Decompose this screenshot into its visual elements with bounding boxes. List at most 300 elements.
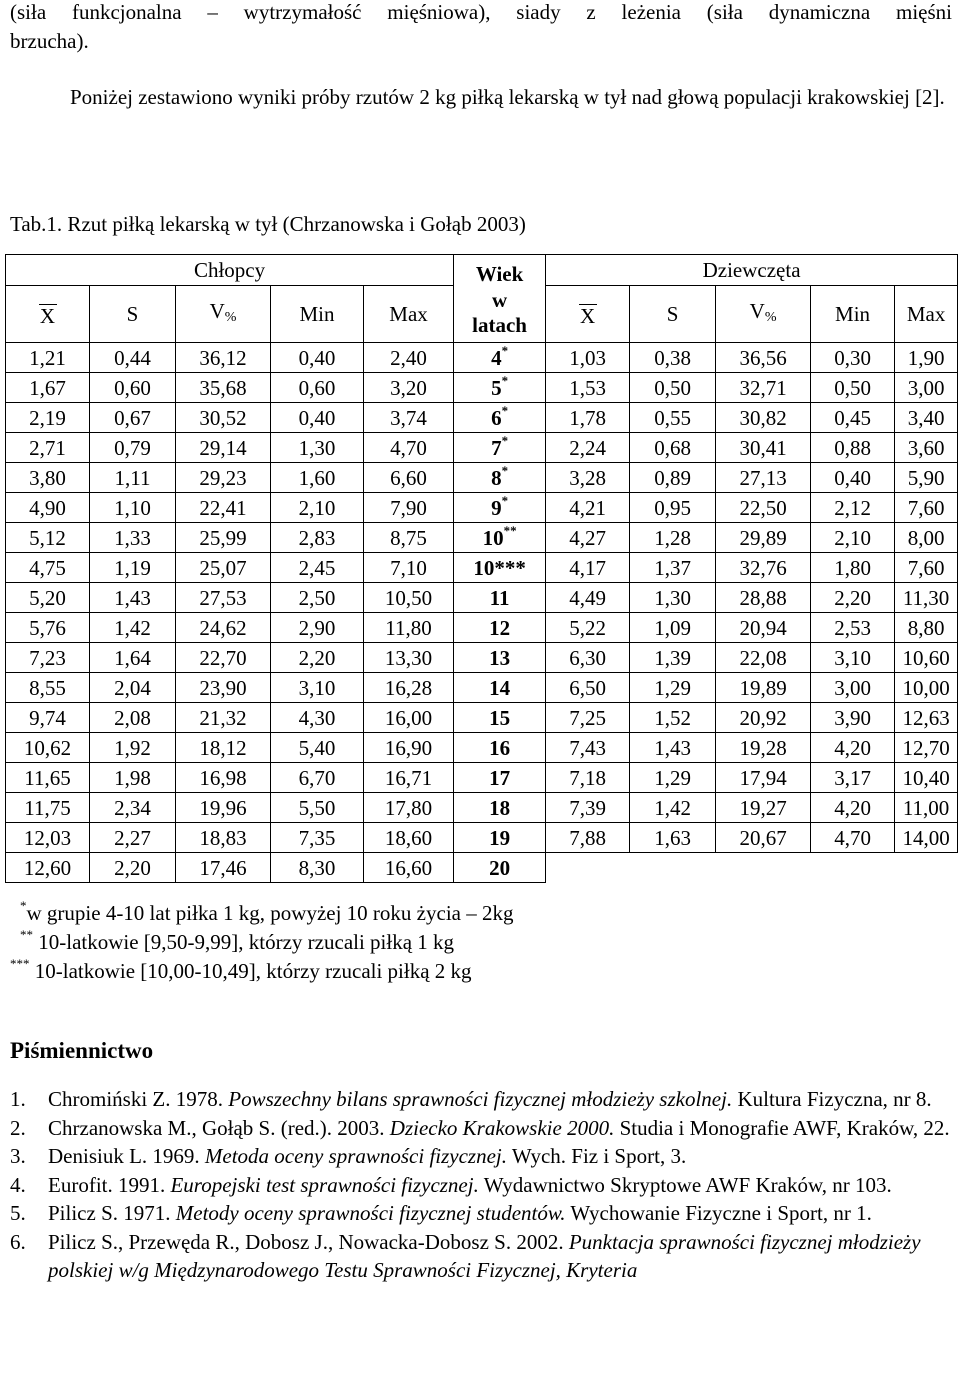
age-footnote-mark: * [501,432,509,448]
boys-max-cell: 7,10 [364,553,454,583]
table-row [6,613,958,643]
boys-sd-cell: 1,19 [90,553,176,583]
girls-sd-cell: 1,52 [630,703,716,733]
boys-sd-cell: 0,67 [90,403,176,433]
intro-line-2: brzucha). [10,29,89,53]
age-cell [454,523,546,553]
girls-sd-cell: 0,95 [630,493,716,523]
age-value: 8 [491,465,502,490]
boys-mean-cell: 7,23 [6,643,90,673]
boys-cv-cell: 19,96 [176,793,271,823]
reference-authors: Denisiuk L. 1969. [48,1144,205,1168]
girls-min-header: Min [811,286,895,343]
girls-mean-cell: 6,30 [546,643,630,673]
boys-mean-cell: 11,75 [6,793,90,823]
references-heading: Piśmiennictwo [10,1038,154,1063]
age-cell [454,763,546,793]
boys-cv-cell: 23,90 [176,673,271,703]
girls-max-cell: 12,63 [895,703,958,733]
intro-paragraph: Poniżej zestawiono wyniki próby rzutów 2 kg piłką lekarską w tył nad głową populacji krakowskiej [2]. [70,85,945,109]
footnote-3 [10,957,472,985]
reference-number: 5. [10,1201,26,1225]
girls-min-cell: 3,17 [811,763,895,793]
results-table [5,254,958,883]
boys-mean-cell: 10,62 [6,733,90,763]
age-cell [454,493,546,523]
table-row [6,673,958,703]
references-list [10,1085,955,1285]
boys-mean-cell: 2,19 [6,403,90,433]
boys-sd-cell: 2,20 [90,853,176,883]
boys-max-cell: 16,60 [364,853,454,883]
girls-max-cell: 10,40 [895,763,958,793]
girls-sd-cell: 0,50 [630,373,716,403]
footnote-1 [20,899,513,927]
girls-mean-cell: 4,17 [546,553,630,583]
girls-sd-cell: 1,63 [630,823,716,853]
boys-max-cell: 8,75 [364,523,454,553]
boys-sd-cell: 1,98 [90,763,176,793]
boys-min-cell: 5,40 [271,733,364,763]
boys-mean-cell: 5,20 [6,583,90,613]
girls-sd-cell: 1,28 [630,523,716,553]
girls-min-cell: 0,30 [811,343,895,373]
boys-mean-cell: 5,12 [6,523,90,553]
age-cell [454,673,546,703]
boys-mean-cell: 2,71 [6,433,90,463]
boys-min-cell: 4,30 [271,703,364,733]
boys-min-cell: 1,60 [271,463,364,493]
age-footnote-mark: * [501,372,509,388]
girls-mean-cell: 1,03 [546,343,630,373]
age-cell [454,583,546,613]
age-cell [454,823,546,853]
boys-mean-cell: 1,21 [6,343,90,373]
girls-mean-cell: 7,43 [546,733,630,763]
boys-max-cell: 6,60 [364,463,454,493]
table-row [6,583,958,613]
age-cell [454,403,546,433]
footnote-text: w grupie 4-10 lat piłka 1 kg, powyżej 10 roku życia – 2kg [26,901,514,925]
reference-authors: Pilicz S., Przewęda R., Dobosz J., Nowacka-Dobosz S. 2002. [48,1229,569,1254]
reference-title: Europejski test sprawności fizycznej. [170,1172,479,1197]
boys-cv-cell: 18,83 [176,823,271,853]
girls-min-cell: 4,20 [811,733,895,763]
age-header-bottom: latach [472,312,527,337]
girls-min-cell: 3,10 [811,643,895,673]
boys-max-cell: 3,74 [364,403,454,433]
boys-sd-cell: 2,08 [90,703,176,733]
age-cell [454,463,546,493]
boys-mean-cell: 3,80 [6,463,90,493]
age-value: 14 [489,675,511,700]
age-value: 5 [491,375,502,400]
boys-cv-cell: 29,23 [176,463,271,493]
age-value: 11 [489,585,510,610]
table-row [6,523,958,553]
age-value: 19 [489,825,511,850]
boys-min-cell: 2,83 [271,523,364,553]
table-row [6,493,958,523]
table-row [6,643,958,673]
age-footnote-mark: * [501,492,509,508]
boys-cv-cell: 25,99 [176,523,271,553]
age-header-mid: w [491,287,508,312]
girls-sd-cell: 1,30 [630,583,716,613]
girls-max-cell: 3,60 [895,433,958,463]
boys-cv-cell: 27,53 [176,583,271,613]
girls-max-cell: 1,90 [895,343,958,373]
boys-min-cell: 2,20 [271,643,364,673]
boys-sd-cell: 1,92 [90,733,176,763]
girls-cv-cell: 36,56 [716,343,811,373]
footnote-text: 10-latkowie [10,00-10,49], którzy rzucali piłką 2 kg [34,959,472,983]
age-cell [454,733,546,763]
reference-number: 1. [10,1087,26,1111]
girls-cv-cell: 30,41 [716,433,811,463]
reference-number: 6. [10,1229,26,1254]
girls-mean-cell: 4,27 [546,523,630,553]
girls-min-cell [811,853,895,883]
table-row [6,733,958,763]
age-value: 4 [491,345,502,370]
boys-max-header: Max [364,286,454,343]
boys-min-cell: 3,10 [271,673,364,703]
boys-min-header: Min [271,286,364,343]
boys-mean-cell: 8,55 [6,673,90,703]
girls-mean-cell: 7,18 [546,763,630,793]
age-value: 9 [491,495,502,520]
girls-sd-cell: 1,39 [630,643,716,673]
footnote-2 [20,928,454,956]
boys-max-cell: 4,70 [364,433,454,463]
boys-max-cell: 18,60 [364,823,454,853]
girls-max-cell: 10,60 [895,643,958,673]
girls-max-cell: 14,00 [895,823,958,853]
girls-mean-cell: 4,21 [546,493,630,523]
boys-cv-cell: 16,98 [176,763,271,793]
age-value: 7 [491,435,502,460]
intro-line-1: (siła funkcjonalna – wytrzymałość mięśniowa), siady z leżenia (siła dynamiczna mięśni [10,0,952,24]
girls-cv-cell: 19,27 [716,793,811,823]
girls-sd-cell: 0,55 [630,403,716,433]
boys-sd-header: S [90,286,176,343]
boys-max-cell: 2,40 [364,343,454,373]
age-value: 20 [489,855,511,880]
boys-max-cell: 7,90 [364,493,454,523]
cv-sub: % [224,309,237,325]
age-footnote-mark: * [501,342,509,358]
table-row [6,343,958,373]
age-footnote-mark: * [501,402,509,418]
boys-sd-cell: 2,34 [90,793,176,823]
boys-max-cell: 11,80 [364,613,454,643]
table-row [6,433,958,463]
age-footnote-mark: ** [503,522,517,538]
girls-max-header: Max [895,286,958,343]
age-cell [454,613,546,643]
boys-cv-cell: 30,52 [176,403,271,433]
girls-sd-cell: 1,29 [630,763,716,793]
girls-sd-cell [630,853,716,883]
boys-group-header: Chłopcy [6,255,454,286]
girls-max-cell: 7,60 [895,493,958,523]
girls-cv-cell: 19,89 [716,673,811,703]
boys-mean-cell: 12,60 [6,853,90,883]
reference-authors: Eurofit. 1991. [48,1172,171,1197]
boys-max-cell: 13,30 [364,643,454,673]
girls-cv-cell: 19,28 [716,733,811,763]
girls-max-cell: 10,00 [895,673,958,703]
boys-sd-cell: 2,04 [90,673,176,703]
girls-mean-cell: 6,50 [546,673,630,703]
girls-sd-cell: 1,09 [630,613,716,643]
girls-mean-cell: 7,25 [546,703,630,733]
girls-cv-cell: 29,89 [716,523,811,553]
boys-mean-header [6,286,90,343]
boys-sd-cell: 1,33 [90,523,176,553]
girls-cv-cell: 20,92 [716,703,811,733]
girls-min-cell: 1,80 [811,553,895,583]
age-value: 16 [489,735,511,760]
table-row [6,463,958,493]
reference-item [10,1114,955,1143]
boys-min-cell: 5,50 [271,793,364,823]
girls-cv-cell: 27,13 [716,463,811,493]
girls-min-cell: 2,20 [811,583,895,613]
girls-mean-cell: 7,88 [546,823,630,853]
girls-max-cell: 12,70 [895,733,958,763]
girls-sd-cell: 0,38 [630,343,716,373]
table-row [6,553,958,583]
girls-sd-cell: 0,89 [630,463,716,493]
reference-title: Punktacja sprawności fizycznej młodzieży polskiej w/g Międzynarodowego Testu Sprawności Fizycznej, Kryteria [48,1229,921,1282]
age-column-header [454,255,546,343]
reference-title: Dziecko Krakowskie 2000. [389,1115,615,1140]
boys-min-cell: 7,35 [271,823,364,853]
age-cell [454,433,546,463]
age-value: 15 [489,705,511,730]
girls-min-cell: 2,12 [811,493,895,523]
table-row [6,703,958,733]
reference-number: 3. [10,1144,26,1168]
girls-cv-cell: 20,67 [716,823,811,853]
girls-max-cell: 3,00 [895,373,958,403]
girls-max-cell: 7,60 [895,553,958,583]
reference-source: Wych. Fiz i Sport, 3. [507,1144,687,1168]
girls-min-cell: 4,70 [811,823,895,853]
girls-min-cell: 3,90 [811,703,895,733]
cv-label: V [209,298,225,323]
boys-min-cell: 6,70 [271,763,364,793]
girls-max-cell: 8,80 [895,613,958,643]
age-value: 10 [482,525,504,550]
girls-group-header: Dziewczęta [546,255,958,286]
girls-max-cell: 8,00 [895,523,958,553]
boys-sd-cell: 0,60 [90,373,176,403]
age-value: 10*** [473,555,526,580]
boys-mean-cell: 12,03 [6,823,90,853]
boys-sd-cell: 0,79 [90,433,176,463]
boys-cv-cell: 22,41 [176,493,271,523]
girls-min-cell: 0,88 [811,433,895,463]
boys-mean-cell: 4,75 [6,553,90,583]
girls-cv-cell [716,853,811,883]
reference-item [10,1199,955,1228]
footnote-mark: ** [20,927,33,942]
boys-sd-cell: 1,43 [90,583,176,613]
footnote-mark: * [20,898,27,913]
age-cell [454,343,546,373]
boys-cv-cell: 17,46 [176,853,271,883]
girls-cv-cell: 30,82 [716,403,811,433]
boys-mean-cell: 11,65 [6,763,90,793]
girls-sd-cell: 1,42 [630,793,716,823]
boys-cv-cell: 36,12 [176,343,271,373]
girls-mean-cell: 2,24 [546,433,630,463]
boys-min-cell: 1,30 [271,433,364,463]
age-header-top: Wiek [475,261,524,286]
reference-source: Wychowanie Fizyczne i Sport, nr 1. [565,1201,872,1225]
girls-sd-cell: 1,37 [630,553,716,583]
girls-cv-header [716,286,811,343]
age-footnote-mark: * [501,462,509,478]
boys-max-cell: 3,20 [364,373,454,403]
girls-sd-cell: 1,29 [630,673,716,703]
girls-min-cell: 2,10 [811,523,895,553]
boys-min-cell: 2,10 [271,493,364,523]
boys-sd-cell: 2,27 [90,823,176,853]
girls-sd-cell: 1,43 [630,733,716,763]
reference-number: 4. [10,1172,26,1197]
girls-mean-cell: 4,49 [546,583,630,613]
table-row [6,823,958,853]
boys-max-cell: 16,00 [364,703,454,733]
cv-sub: % [764,309,777,325]
boys-min-cell: 0,60 [271,373,364,403]
reference-source: Studia i Monografie AWF, Kraków, 22. [614,1115,950,1140]
age-cell [454,643,546,673]
table-row [6,373,958,403]
girls-cv-cell: 32,76 [716,553,811,583]
boys-cv-cell: 18,12 [176,733,271,763]
reference-authors: Chromiński Z. 1978. [48,1087,229,1111]
reference-item [10,1142,955,1171]
reference-authors: Chrzanowska M., Gołąb S. (red.). 2003. [48,1115,390,1140]
boys-sd-cell: 0,44 [90,343,176,373]
girls-min-cell: 0,40 [811,463,895,493]
boys-max-cell: 16,90 [364,733,454,763]
age-cell [454,703,546,733]
boys-cv-cell: 24,62 [176,613,271,643]
table-row [6,403,958,433]
girls-max-cell: 5,90 [895,463,958,493]
girls-min-cell: 3,00 [811,673,895,703]
mean-symbol: X [39,304,56,328]
reference-title: Powszechny bilans sprawności fizycznej młodzieży szkolnej. [228,1087,733,1111]
girls-cv-cell: 22,50 [716,493,811,523]
boys-mean-cell: 5,76 [6,613,90,643]
boys-max-cell: 16,28 [364,673,454,703]
reference-authors: Pilicz S. 1971. [48,1201,176,1225]
girls-sd-header: S [630,286,716,343]
girls-min-cell: 4,20 [811,793,895,823]
girls-mean-header [546,286,630,343]
girls-min-cell: 0,45 [811,403,895,433]
age-cell [454,373,546,403]
boys-max-cell: 17,80 [364,793,454,823]
age-cell [454,793,546,823]
boys-min-cell: 8,30 [271,853,364,883]
girls-max-cell [895,853,958,883]
reference-number: 2. [10,1115,26,1140]
girls-max-cell: 3,40 [895,403,958,433]
girls-min-cell: 0,50 [811,373,895,403]
boys-mean-cell: 1,67 [6,373,90,403]
reference-item [10,1085,955,1114]
reference-title: Metody oceny sprawności fizycznej studentów. [175,1201,566,1225]
girls-cv-cell: 17,94 [716,763,811,793]
reference-item [10,1228,955,1285]
girls-mean-cell: 5,22 [546,613,630,643]
age-value: 18 [489,795,511,820]
mean-symbol: X [579,304,596,328]
girls-cv-cell: 32,71 [716,373,811,403]
age-cell [454,553,546,583]
age-value: 13 [489,645,511,670]
reference-source: Kultura Fizyczna, nr 8. [732,1087,932,1111]
boys-sd-cell: 1,11 [90,463,176,493]
age-value: 6 [491,405,502,430]
boys-max-cell: 10,50 [364,583,454,613]
girls-min-cell: 2,53 [811,613,895,643]
table-row [6,793,958,823]
girls-max-cell: 11,00 [895,793,958,823]
table-row [6,853,958,883]
age-value: 17 [489,765,511,790]
girls-sd-cell: 0,68 [630,433,716,463]
reference-title: Metoda oceny sprawności fizycznej. [204,1144,508,1168]
girls-mean-cell: 1,53 [546,373,630,403]
boys-mean-cell: 9,74 [6,703,90,733]
girls-mean-cell: 3,28 [546,463,630,493]
boys-cv-header [176,286,271,343]
girls-mean-cell: 1,78 [546,403,630,433]
boys-min-cell: 0,40 [271,403,364,433]
boys-min-cell: 2,50 [271,583,364,613]
girls-cv-cell: 20,94 [716,613,811,643]
boys-min-cell: 2,90 [271,613,364,643]
cv-label: V [749,298,765,323]
boys-max-cell: 16,71 [364,763,454,793]
girls-mean-cell: 7,39 [546,793,630,823]
boys-min-cell: 0,40 [271,343,364,373]
boys-mean-cell: 4,90 [6,493,90,523]
boys-cv-cell: 21,32 [176,703,271,733]
boys-sd-cell: 1,42 [90,613,176,643]
boys-cv-cell: 25,07 [176,553,271,583]
reference-item [10,1171,955,1200]
footnote-text: 10-latkowie [9,50-9,99], którzy rzucali piłką 1 kg [38,930,455,954]
girls-cv-cell: 28,88 [716,583,811,613]
table-row [6,763,958,793]
boys-sd-cell: 1,64 [90,643,176,673]
girls-cv-cell: 22,08 [716,643,811,673]
age-value: 12 [489,615,511,640]
boys-min-cell: 2,45 [271,553,364,583]
boys-cv-cell: 35,68 [176,373,271,403]
age-cell [454,853,546,883]
